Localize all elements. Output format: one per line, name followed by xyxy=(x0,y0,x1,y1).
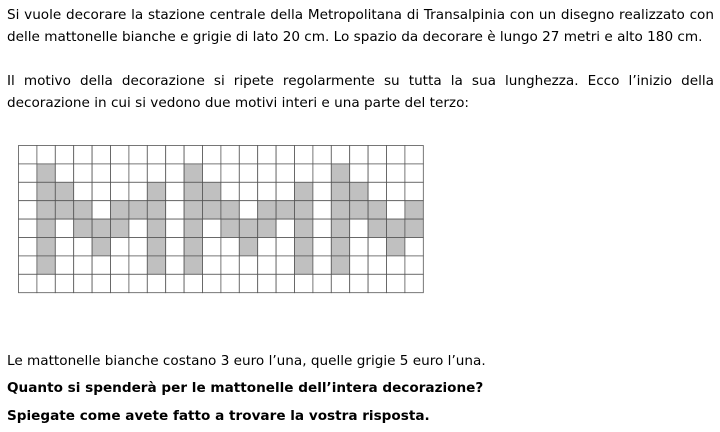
white-tile xyxy=(37,146,55,164)
white-tile xyxy=(350,238,368,256)
white-tile xyxy=(166,146,184,164)
grey-tile xyxy=(147,238,165,256)
white-tile xyxy=(368,164,386,182)
white-tile xyxy=(203,256,221,274)
white-tile xyxy=(221,238,239,256)
white-tile xyxy=(221,146,239,164)
white-tile xyxy=(203,274,221,292)
grey-tile xyxy=(295,219,313,237)
white-tile xyxy=(147,146,165,164)
grey-tile xyxy=(239,219,257,237)
grey-tile xyxy=(221,219,239,237)
white-tile xyxy=(129,182,147,200)
white-tile xyxy=(92,201,110,219)
white-tile xyxy=(166,238,184,256)
grey-tile xyxy=(276,201,294,219)
white-tile xyxy=(387,182,405,200)
grey-tile xyxy=(295,238,313,256)
white-tile xyxy=(19,219,37,237)
white-tile xyxy=(55,146,73,164)
white-tile xyxy=(350,164,368,182)
white-tile xyxy=(111,182,129,200)
grey-tile xyxy=(184,182,202,200)
grey-tile xyxy=(74,201,92,219)
white-tile xyxy=(239,182,257,200)
white-tile xyxy=(129,274,147,292)
grey-tile xyxy=(74,219,92,237)
white-tile xyxy=(368,182,386,200)
white-tile xyxy=(276,146,294,164)
white-tile xyxy=(239,164,257,182)
grey-tile xyxy=(239,238,257,256)
grey-tile xyxy=(331,201,349,219)
white-tile xyxy=(74,274,92,292)
grey-tile xyxy=(37,182,55,200)
white-tile xyxy=(368,256,386,274)
white-tile xyxy=(111,146,129,164)
grey-tile xyxy=(368,219,386,237)
white-tile xyxy=(258,146,276,164)
white-tile xyxy=(239,146,257,164)
white-tile xyxy=(203,219,221,237)
grey-tile xyxy=(368,201,386,219)
white-tile xyxy=(92,256,110,274)
white-tile xyxy=(258,256,276,274)
white-tile xyxy=(405,164,423,182)
grey-tile xyxy=(37,256,55,274)
white-tile xyxy=(184,146,202,164)
white-tile xyxy=(111,238,129,256)
grey-tile xyxy=(184,164,202,182)
grey-tile xyxy=(129,201,147,219)
white-tile xyxy=(350,256,368,274)
white-tile xyxy=(92,164,110,182)
white-tile xyxy=(368,146,386,164)
white-tile xyxy=(276,164,294,182)
white-tile xyxy=(258,238,276,256)
white-tile xyxy=(74,256,92,274)
grey-tile xyxy=(203,201,221,219)
white-tile xyxy=(166,274,184,292)
white-tile xyxy=(239,274,257,292)
motif-paragraph: Il motivo della decorazione si ripete regolarmente su tutta la sua lunghezza. Ecco l’inizio della decorazione in cui si vedono due motivi interi e una parte del terzo: xyxy=(7,73,714,111)
white-tile xyxy=(55,238,73,256)
white-tile xyxy=(405,274,423,292)
grey-tile xyxy=(147,182,165,200)
white-tile xyxy=(387,164,405,182)
grey-tile xyxy=(184,219,202,237)
white-tile xyxy=(92,274,110,292)
white-tile xyxy=(55,256,73,274)
grey-tile xyxy=(92,219,110,237)
white-tile xyxy=(331,146,349,164)
grey-tile xyxy=(258,201,276,219)
white-tile xyxy=(203,164,221,182)
white-tile xyxy=(55,219,73,237)
grey-tile xyxy=(184,201,202,219)
grey-tile xyxy=(350,182,368,200)
grey-tile xyxy=(387,219,405,237)
grey-tile xyxy=(184,238,202,256)
white-tile xyxy=(405,238,423,256)
white-tile xyxy=(129,164,147,182)
grey-tile xyxy=(331,219,349,237)
white-tile xyxy=(129,219,147,237)
white-tile xyxy=(19,256,37,274)
grey-tile xyxy=(295,256,313,274)
grey-tile xyxy=(295,201,313,219)
white-tile xyxy=(129,256,147,274)
intro-paragraph: Si vuole decorare la stazione centrale della Metropolitana di Transalpinia con un disegno realizzato con delle mattonelle bianche e grigie di lato 20 cm. Lo spazio da decorare è lungo 27 metri e alto 180 cm. xyxy=(7,7,714,45)
white-tile xyxy=(313,219,331,237)
white-tile xyxy=(74,164,92,182)
white-tile xyxy=(239,256,257,274)
grey-tile xyxy=(405,219,423,237)
white-tile xyxy=(221,274,239,292)
grey-tile xyxy=(331,256,349,274)
grey-tile xyxy=(55,182,73,200)
white-tile xyxy=(74,238,92,256)
white-tile xyxy=(166,164,184,182)
white-tile xyxy=(387,146,405,164)
white-tile xyxy=(387,256,405,274)
grey-tile xyxy=(203,182,221,200)
white-tile xyxy=(313,256,331,274)
instruction-text: Spiegate come avete fatto a trovare la vostra risposta. xyxy=(7,408,430,424)
white-tile xyxy=(184,274,202,292)
white-tile xyxy=(258,182,276,200)
grey-tile xyxy=(295,182,313,200)
white-tile xyxy=(111,164,129,182)
white-tile xyxy=(405,146,423,164)
grey-tile xyxy=(37,164,55,182)
white-tile xyxy=(111,256,129,274)
grey-tile xyxy=(37,201,55,219)
white-tile xyxy=(276,219,294,237)
tile-grid xyxy=(18,145,425,295)
white-tile xyxy=(19,274,37,292)
grey-tile xyxy=(147,256,165,274)
white-tile xyxy=(313,146,331,164)
white-tile xyxy=(203,146,221,164)
white-tile xyxy=(350,219,368,237)
grey-tile xyxy=(405,201,423,219)
grey-tile xyxy=(258,219,276,237)
white-tile xyxy=(129,238,147,256)
white-tile xyxy=(258,274,276,292)
white-tile xyxy=(387,274,405,292)
white-tile xyxy=(74,146,92,164)
grey-tile xyxy=(331,182,349,200)
white-tile xyxy=(350,146,368,164)
grey-tile xyxy=(331,164,349,182)
white-tile xyxy=(405,256,423,274)
white-tile xyxy=(258,164,276,182)
grey-tile xyxy=(37,219,55,237)
grey-tile xyxy=(184,256,202,274)
white-tile xyxy=(166,256,184,274)
white-tile xyxy=(92,146,110,164)
white-tile xyxy=(55,164,73,182)
grey-tile xyxy=(111,201,129,219)
white-tile xyxy=(387,201,405,219)
grey-tile xyxy=(331,238,349,256)
white-tile xyxy=(147,164,165,182)
decoration-pattern xyxy=(18,145,425,295)
question-text: Quanto si spenderà per le mattonelle dell’intera decorazione? xyxy=(7,380,484,396)
white-tile xyxy=(19,238,37,256)
white-tile xyxy=(276,274,294,292)
grey-tile xyxy=(111,219,129,237)
white-tile xyxy=(166,219,184,237)
grey-tile xyxy=(350,201,368,219)
white-tile xyxy=(221,164,239,182)
white-tile xyxy=(295,146,313,164)
white-tile xyxy=(129,146,147,164)
white-tile xyxy=(166,182,184,200)
white-tile xyxy=(239,201,257,219)
white-tile xyxy=(92,182,110,200)
white-tile xyxy=(276,238,294,256)
prices-text: Le mattonelle bianche costano 3 euro l’una, quelle grigie 5 euro l’una. xyxy=(7,353,486,369)
white-tile xyxy=(221,256,239,274)
white-tile xyxy=(276,182,294,200)
grey-tile xyxy=(37,238,55,256)
white-tile xyxy=(313,238,331,256)
white-tile xyxy=(203,238,221,256)
white-tile xyxy=(166,201,184,219)
grey-tile xyxy=(55,201,73,219)
white-tile xyxy=(74,182,92,200)
white-tile xyxy=(37,274,55,292)
white-tile xyxy=(405,182,423,200)
white-tile xyxy=(19,201,37,219)
white-tile xyxy=(19,182,37,200)
grey-tile xyxy=(221,201,239,219)
white-tile xyxy=(55,274,73,292)
white-tile xyxy=(368,274,386,292)
white-tile xyxy=(313,201,331,219)
white-tile xyxy=(368,238,386,256)
white-tile xyxy=(19,164,37,182)
white-tile xyxy=(147,274,165,292)
white-tile xyxy=(313,164,331,182)
grey-tile xyxy=(147,201,165,219)
grey-tile xyxy=(147,219,165,237)
white-tile xyxy=(313,274,331,292)
white-tile xyxy=(295,274,313,292)
white-tile xyxy=(276,256,294,274)
white-tile xyxy=(295,164,313,182)
white-tile xyxy=(111,274,129,292)
white-tile xyxy=(313,182,331,200)
white-tile xyxy=(19,146,37,164)
white-tile xyxy=(350,274,368,292)
grey-tile xyxy=(92,238,110,256)
white-tile xyxy=(331,274,349,292)
grey-tile xyxy=(387,238,405,256)
white-tile xyxy=(221,182,239,200)
